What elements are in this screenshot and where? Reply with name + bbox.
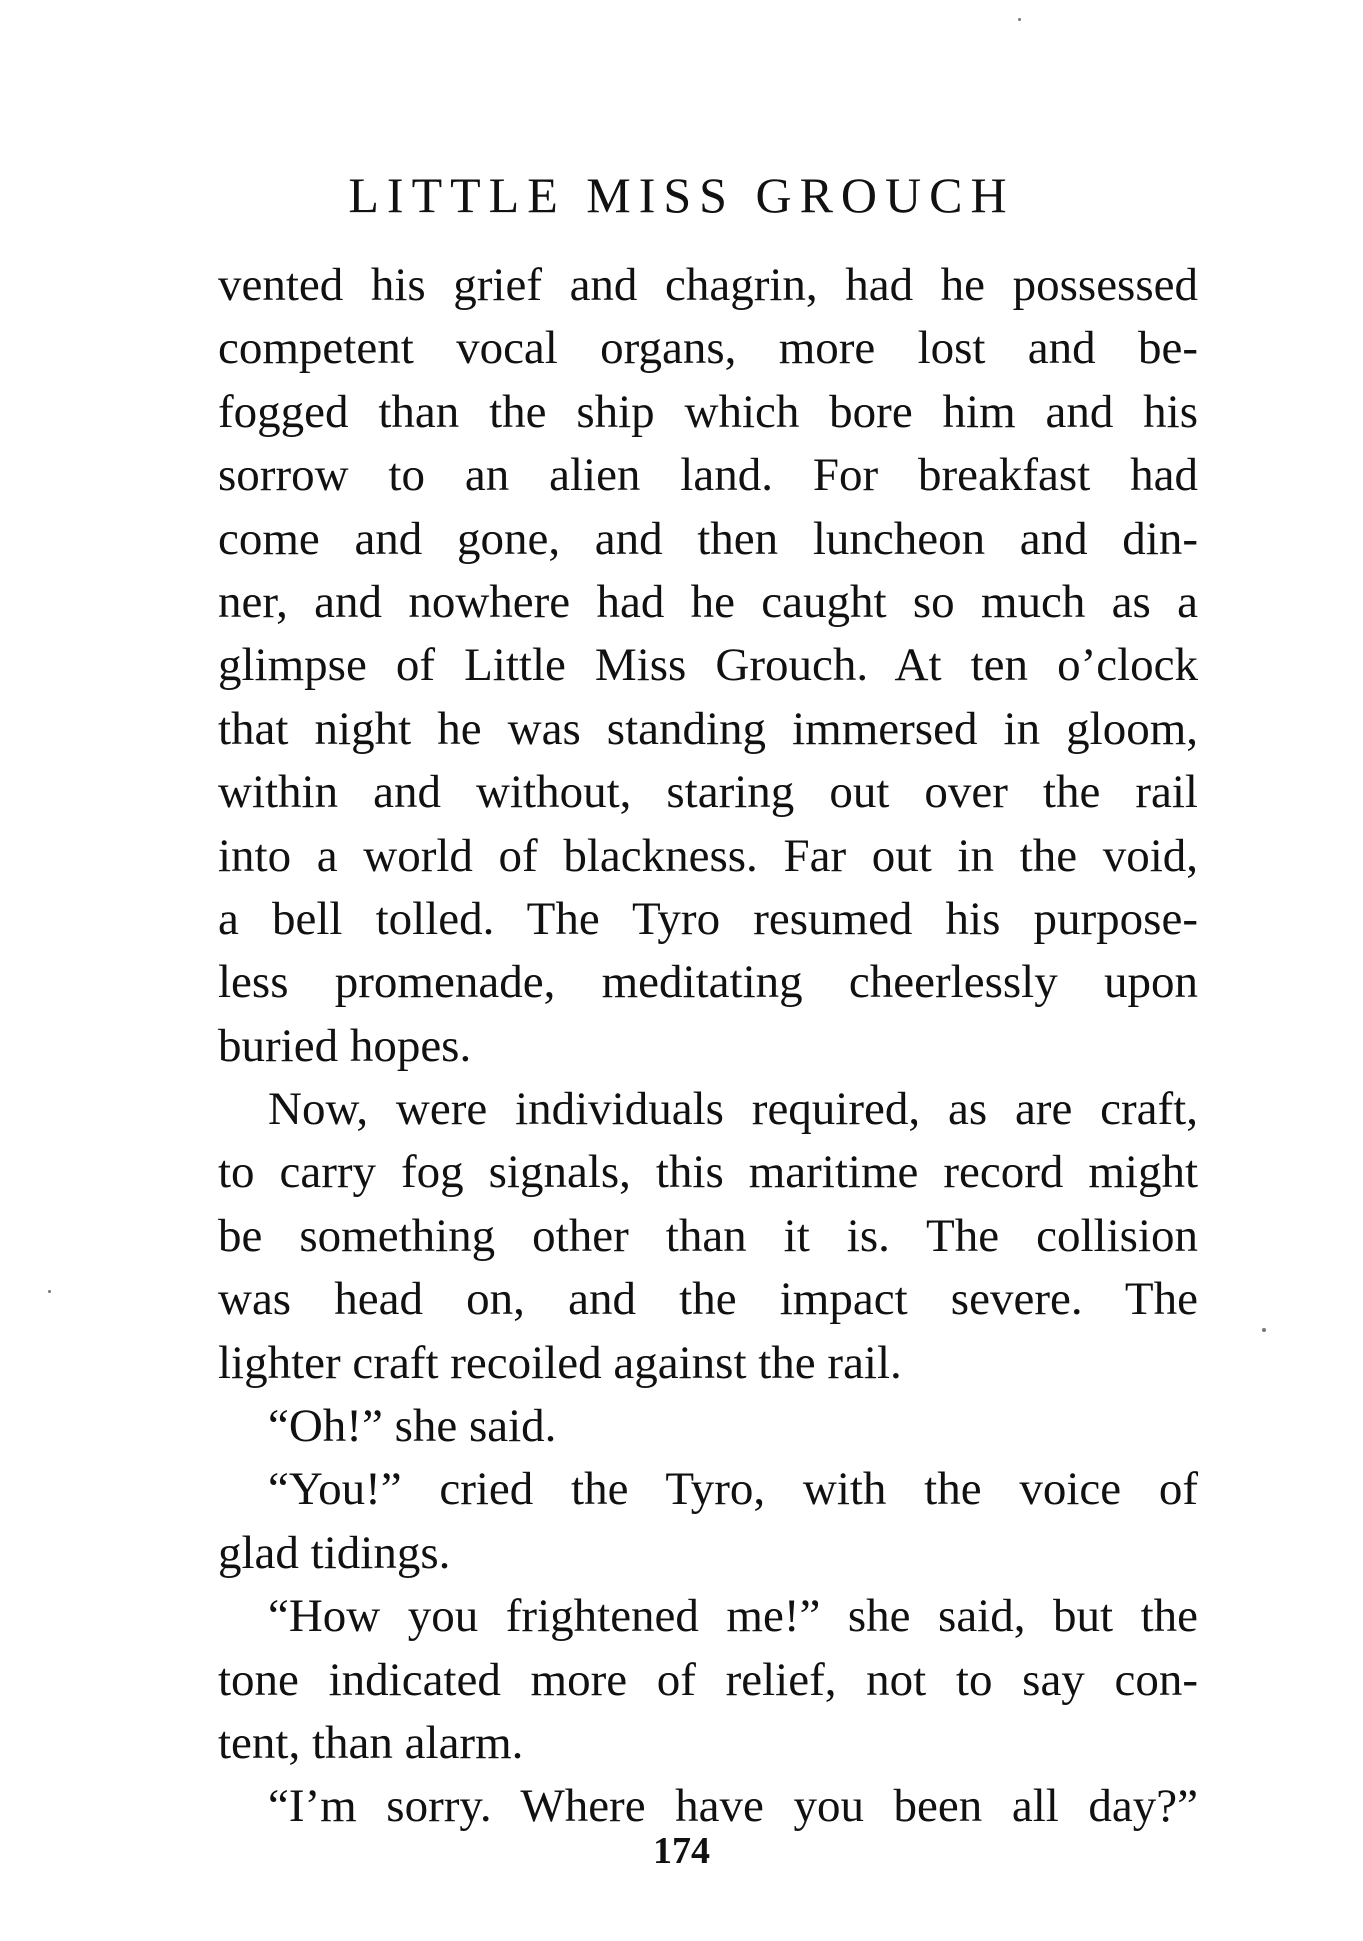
text-line: ner, and nowhere had he caught so much as a (218, 575, 1198, 628)
scan-speck (1018, 18, 1021, 21)
text-line: glimpse of Little Miss Grouch. At ten o’clock (218, 639, 1198, 692)
text-line: to carry fog signals, this maritime record might (218, 1146, 1198, 1199)
text-line: “You!” cried the Tyro, with the voice of (268, 1463, 1198, 1516)
text-line: tent, than alarm. (218, 1716, 524, 1769)
text-line: “How you frightened me!” she said, but the (268, 1590, 1198, 1643)
text-line: tone indicated more of relief, not to say con- (218, 1653, 1198, 1706)
text-line: “Oh!” she said. (268, 1400, 557, 1453)
text-line: within and without, staring out over the rail (218, 766, 1198, 819)
text-line: “I’m sorry. Where have you been all day?” (268, 1780, 1198, 1833)
scan-speck (1262, 1328, 1266, 1332)
scan-speck (48, 1290, 51, 1293)
text-line: vented his grief and chagrin, had he possessed (218, 259, 1198, 311)
text-line: buried hopes. (218, 1019, 472, 1072)
text-line: be something other than it is. The collision (218, 1209, 1198, 1262)
body-text (218, 254, 1198, 1839)
text-line: glad tidings. (218, 1526, 451, 1579)
text-line: into a world of blackness. Far out in the void, (218, 829, 1198, 882)
page-number: 174 (653, 1830, 710, 1872)
text-line: was head on, and the impact severe. The (218, 1273, 1198, 1326)
text-line: come and gone, and then luncheon and din- (218, 512, 1198, 565)
text-line: that night he was standing immersed in gloom, (218, 702, 1198, 755)
text-line: sorrow to an alien land. For breakfast had (218, 449, 1198, 502)
text-line: competent vocal organs, more lost and be- (218, 322, 1198, 375)
running-head: LITTLE MISS GROUCH (348, 167, 1015, 223)
text-line: lighter craft recoiled against the rail. (218, 1336, 902, 1389)
text-line: fogged than the ship which bore him and his (218, 385, 1198, 438)
text-line: a bell tolled. The Tyro resumed his purpose- (218, 892, 1198, 945)
text-line: Now, were individuals required, as are craft, (268, 1083, 1198, 1136)
text-line: less promenade, meditating cheerlessly upon (218, 956, 1198, 1009)
